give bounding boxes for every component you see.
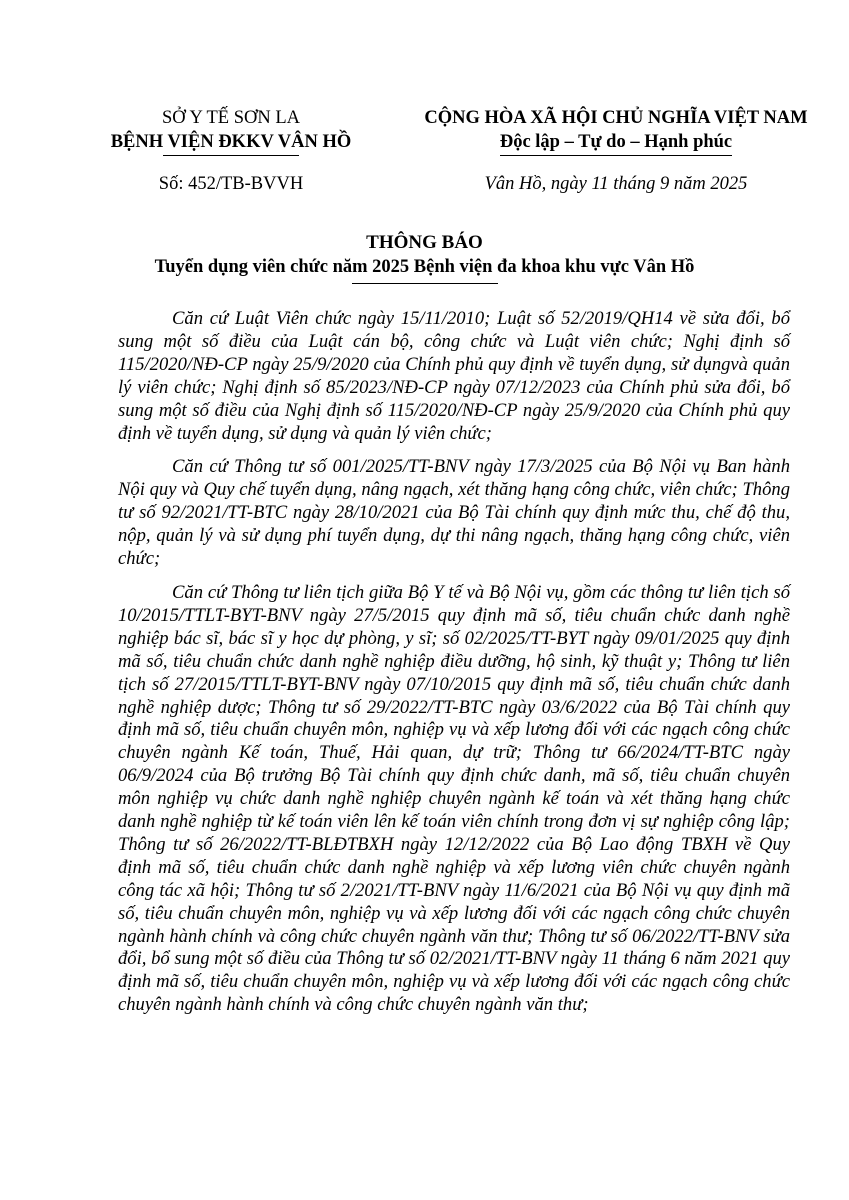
document-number: Số: 452/TB-BVVH (158, 174, 304, 194)
body-paragraph: Căn cứ Thông tư liên tịch giữa Bộ Y tế và Bộ Nội vụ, gồm các thông tư liên tịch số 10/2015/TTLT-BYT-BNV ngày 27/5/2015 quy định mã số, tiêu chuẩn chức danh nghề nghiệp bác sĩ, bác sĩ y học dự phòng, y sĩ; số 02/2025/TT-BYT ngày 09/01/2025 quy định mã số, tiêu chuẩn chức danh nghề nghiệp điều dưỡng, hộ sinh, kỹ thuật y; Thông tư liên tịch số 27/2015/TTLT-BYT-BNV ngày 07/10/2015 quy định mã số, tiêu chuẩn chức danh nghề nghiệp dược; Thông tư số 29/2022/TT-BTC ngày 03/6/2022 của Bộ Tài chính quy định mã số, tiêu chuẩn chuyên môn, nghiệp vụ và xếp lương đối với các ngạch công chức chuyên ngành Kế toán, Thuế, Hải quan, dự trữ; Thông tư 66/2024/TT-BTC ngày 06/9/2024 của Bộ trưởng Bộ Tài chính quy định chức danh, mã số, tiêu chuẩn chuyên môn nghiệp vụ chức danh nghề nghiệp chuyên ngành kế toán và xét thăng hạng chức danh nghề nghiệp từ kế toán viên lên kế toán viên chính trong đơn vị sự nghiệp công lập; Thông tư số 26/2022/TT-BLĐTBXH ngày 12/12/2022 của Bộ Lao động TBXH về Quy định mã số, tiêu chuẩn chức danh nghề nghiệp và xếp lương viên chức chuyên ngành công tác xã hội; Thông tư số 2/2021/TT-BNV ngày 11/6/2021 của Bộ Nội vụ quy định mã số, tiêu chuẩn chuyên môn, nghiệp vụ và xếp lương đối với các ngạch công chức chuyên ngành hành chính và công chức chuyên ngành văn thư; Thông tư số 06/2022/TT-BNV sửa đổi, bổ sung một số điều của Thông tư số 02/2021/TT-BNV ngày 11 tháng 6 năm 2021 quy định mã số, tiêu chuẩn chuyên môn, nghiệp vụ và xếp lương đối với các ngạch công chức chuyên ngành hành chính và công chức chuyên ngành văn thư; (118, 581, 790, 1016)
hospital-name: BỆNH VIỆN ĐKKV VÂN HỒ (110, 132, 352, 152)
document-title-block (0, 230, 849, 284)
agency-underline (163, 155, 299, 156)
document-subtitle: Tuyển dụng viên chức năm 2025 Bệnh viện đa khoa khu vực Vân Hồ (154, 257, 695, 277)
body-paragraph: Căn cứ Luật Viên chức ngày 15/11/2010; Luật số 52/2019/QH14 về sửa đổi, bổ sung một số điều của Luật cán bộ, công chức và Luật viên chức; Nghị định số 115/2020/NĐ-CP ngày 25/9/2020 của Chính phủ quy định về tuyển dụng, sử dụngvà quản lý viên chức; Nghị định số 85/2023/NĐ-CP ngày 07/12/2023 của Chính phủ sửa đổi, bổ sung một số điều của Nghị định số 115/2020/NĐ-CP ngày 25/9/2020 của Chính phủ quy định về tuyển dụng, sử dụng và quản lý viên chức; (118, 308, 790, 444)
document-title: THÔNG BÁO (366, 232, 483, 253)
body-paragraph: Căn cứ Thông tư số 001/2025/TT-BNV ngày 17/3/2025 của Bộ Nội vụ Ban hành Nội quy và Quy chế tuyển dụng, nâng ngạch, xét thăng hạng công chức, viên chức; Thông tư số 92/2021/TT-BTC ngày 28/10/2021 của Bộ Tài chính quy định mức thu, chế độ thu, nộp, quản lý và sử dụng phí tuyển dụng, dự thi nâng ngạch, thăng hạng công chức, viên chức; (118, 456, 790, 570)
document-date: Vân Hồ, ngày 11 tháng 9 năm 2025 (484, 174, 748, 194)
title-underline (352, 283, 498, 284)
nation-name: CỘNG HÒA XÃ HỘI CHỦ NGHĨA VIỆT NAM (424, 108, 808, 128)
national-motto-block (396, 106, 836, 156)
motto-underline (500, 155, 732, 156)
parent-agency-name: SỞ Y TẾ SƠN LA (161, 108, 301, 128)
national-motto: Độc lập – Tự do – Hạnh phúc (499, 132, 733, 152)
issuing-agency-block (66, 106, 396, 156)
document-body (118, 308, 790, 1028)
